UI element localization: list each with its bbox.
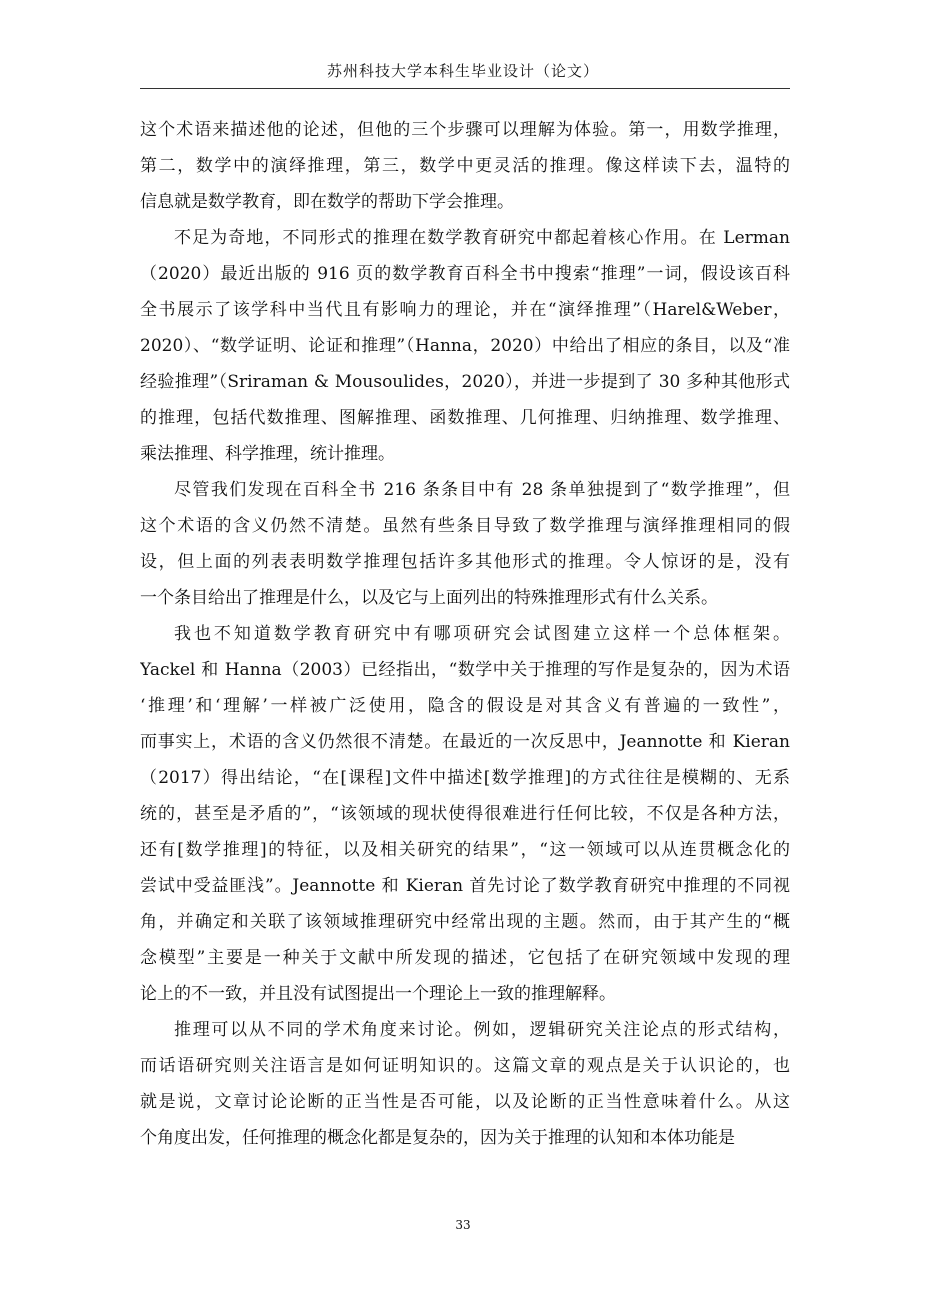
text-line: 就是说，文章讨论论断的正当性是否可能，以及论断的正当性意味着什么。从这 xyxy=(140,1092,790,1112)
text-line: 2020）、“数学证明、论证和推理”（Hanna，2020）中给出了相应的条目，以及“准 xyxy=(140,336,790,356)
text-line: 而话语研究则关注语言是如何证明知识的。这篇文章的观点是关于认识论的，也 xyxy=(140,1056,790,1076)
text-line: 念模型”主要是一种关于文献中所发现的描述，它包括了在研究领域中发现的理 xyxy=(140,948,790,968)
text-line: 我也不知道数学教育研究中有哪项研究会试图建立这样一个总体框架。 xyxy=(174,624,790,644)
paragraph xyxy=(140,472,790,616)
text-line: 第二，数学中的演绎推理，第三，数学中更灵活的推理。像这样读下去，温特的 xyxy=(140,156,790,176)
text-line: 的推理，包括代数推理、图解推理、函数推理、几何推理、归纳推理、数学推理、 xyxy=(140,408,790,428)
text-line: 论上的不一致，并且没有试图提出一个理论上一致的推理解释。 xyxy=(140,984,616,1004)
header-rule xyxy=(140,88,790,89)
paragraph xyxy=(140,112,790,220)
text-line: 推理可以从不同的学术角度来讨论。例如，逻辑研究关注论点的形式结构， xyxy=(174,1020,790,1040)
text-line: 还有[数学推理]的特征，以及相关研究的结果”，“这一领域可以从连贯概念化的 xyxy=(140,840,790,860)
text-line: 尝试中受益匪浅”。Jeannotte 和 Kieran 首先讨论了数学教育研究中推理的不同视 xyxy=(140,876,790,896)
text-line: 而事实上，术语的含义仍然很不清楚。在最近的一次反思中，Jeannotte 和 Kieran xyxy=(140,732,790,752)
text-line: （2017）得出结论，“在[课程]文件中描述[数学推理]的方式往往是模糊的、无系 xyxy=(140,768,790,788)
text-line: 个角度出发，任何推理的概念化都是复杂的，因为关于推理的认知和本体功能是 xyxy=(140,1128,735,1148)
text-line: 全书展示了该学科中当代且有影响力的理论，并在“演绎推理”（Harel&Weber， xyxy=(140,300,790,320)
text-line: 不足为奇地，不同形式的推理在数学教育研究中都起着核心作用。在 Lerman xyxy=(174,228,790,248)
text-line: 这个术语的含义仍然不清楚。虽然有些条目导致了数学推理与演绎推理相同的假 xyxy=(140,516,790,536)
paragraph xyxy=(140,1012,790,1156)
text-line: 设，但上面的列表表明数学推理包括许多其他形式的推理。令人惊讶的是，没有 xyxy=(140,552,790,572)
page-number: 33 xyxy=(455,1218,471,1232)
paragraph xyxy=(140,220,790,472)
text-line: 统的，甚至是矛盾的”，“该领域的现状使得很难进行任何比较，不仅是各种方法， xyxy=(140,804,790,824)
text-line: Yackel 和 Hanna（2003）已经指出，“数学中关于推理的写作是复杂的，因为术语 xyxy=(140,660,790,680)
text-line: 这个术语来描述他的论述，但他的三个步骤可以理解为体验。第一，用数学推理， xyxy=(140,120,790,140)
text-line: （2020）最近出版的 916 页的数学教育百科全书中搜索“推理”一词，假设该百科 xyxy=(140,264,790,284)
text-line: 一个条目给出了推理是什么，以及它与上面列出的特殊推理形式有什么关系。 xyxy=(140,588,718,608)
text-line: 经验推理”（Sriraman & Mousoulides，2020），并进一步提到了 30 多种其他形式 xyxy=(140,372,790,392)
paragraph xyxy=(140,616,790,1012)
body-text xyxy=(140,112,790,1156)
text-line: ‘推理’和‘理解’一样被广泛使用，隐含的假设是对其含义有普遍的一致性”， xyxy=(140,696,790,716)
running-header: 苏州科技大学本科生毕业设计（论文） xyxy=(326,62,599,80)
text-line: 尽管我们发现在百科全书 216 条条目中有 28 条单独提到了“数学推理”，但 xyxy=(174,480,790,500)
text-line: 乘法推理、科学推理，统计推理。 xyxy=(140,444,395,464)
text-line: 信息就是数学教育，即在数学的帮助下学会推理。 xyxy=(140,192,514,212)
text-line: 角，并确定和关联了该领域推理研究中经常出现的主题。然而，由于其产生的“概 xyxy=(140,912,790,932)
